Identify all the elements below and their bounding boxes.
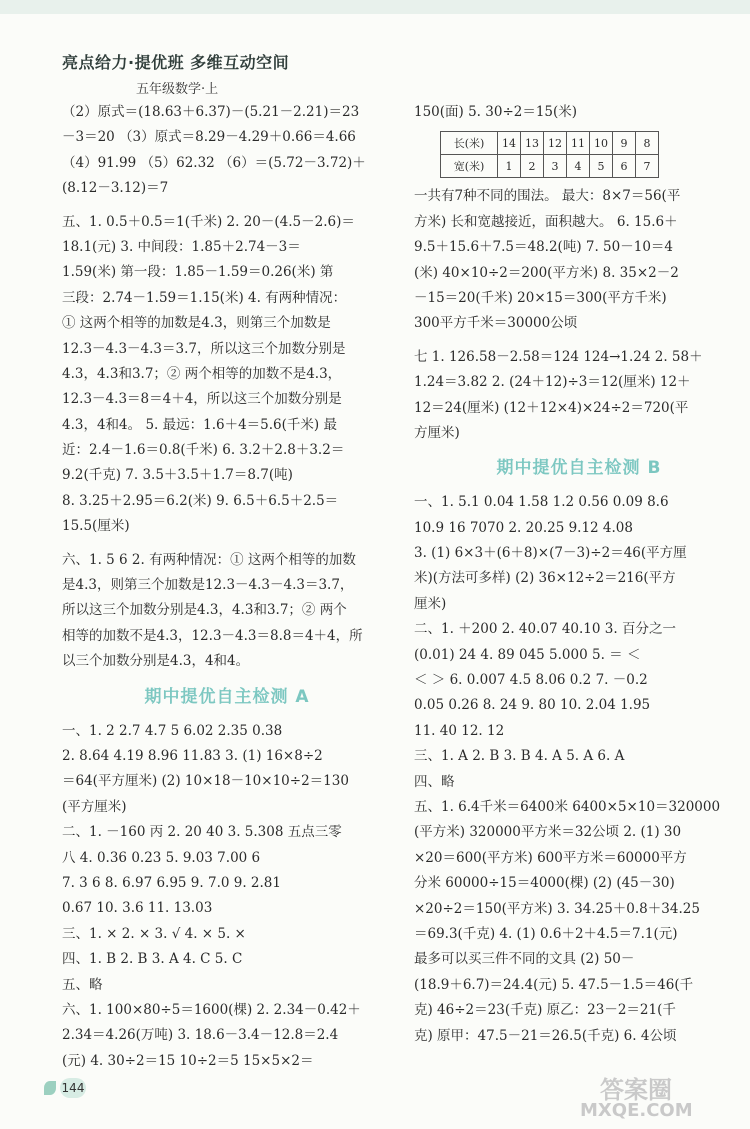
right-column bbox=[414, 100, 744, 1049]
answer-line: （2）原式＝(18.63＋6.37)－(5.21－2.21)＝23 bbox=[62, 104, 360, 120]
answer-line: ×20÷2＝150(平方米) 3. 34.25＋0.8＋34.25 bbox=[414, 900, 700, 917]
table-cell: 12 bbox=[544, 132, 567, 155]
answer-line: 10.9 16 7070 2. 20.25 9.12 4.08 bbox=[414, 519, 633, 536]
answer-line: 15.5(厘米) bbox=[62, 518, 130, 535]
answer-line: 厘米) bbox=[414, 595, 447, 612]
table-cell: 2 bbox=[521, 155, 544, 178]
answer-line: 四、1. B 2. B 3. A 4. C 5. C bbox=[62, 951, 243, 968]
answer-line: 18.1(元) 3. 中间段：1.85＋2.74－3＝ bbox=[62, 238, 301, 255]
answer-line: (0.01) 24 4. 89 045 5.000 5. ＝ ＜ bbox=[414, 646, 641, 663]
answer-line: 近：2.4－1.6＝0.8(千米) 6. 3.2＋2.8＋3.2＝ bbox=[62, 442, 345, 459]
answer-line: ＝69.3(千克) 4. (1) 0.6＋2＋4.5＝7.1(元) bbox=[414, 925, 678, 942]
answer-line: 8. 3.25＋2.95＝6.2(米) 9. 6.5＋6.5＋2.5＝ bbox=[62, 492, 339, 509]
answer-line: 五、1. 6.4千米＝6400米 6400×5×10＝320000 bbox=[414, 798, 721, 815]
test-b-title: 期中提优自主检测 B bbox=[496, 458, 662, 479]
answer-line: (平方厘米) bbox=[62, 798, 127, 815]
test-a-answers bbox=[62, 719, 392, 1074]
answer-line: 二、1. －160 丙 2. 20 40 3. 5.308 五点三零 bbox=[62, 824, 342, 841]
leaf-icon bbox=[44, 1081, 56, 1095]
answer-line: 八 4. 0.36 0.23 5. 9.03 7.00 6 bbox=[62, 849, 261, 866]
section-six bbox=[62, 548, 392, 675]
test-a-title: 期中提优自主检测 A bbox=[144, 686, 310, 707]
table-cell: 5 bbox=[590, 155, 613, 178]
table-cell: 9 bbox=[613, 132, 636, 155]
answer-line: 是4.3，则第三个加数是12.3－4.3－4.3＝3.7， bbox=[62, 577, 354, 594]
answer-line: 0.05 0.26 8. 24 9. 80 10. 2.04 1.95 bbox=[414, 697, 651, 714]
answer-line: 分米 60000÷15＝4000(棵) (2) (45－30) bbox=[414, 875, 675, 892]
answer-line: (平方米) 320000平方米＝32公顷 2. (1) 30 bbox=[414, 824, 682, 841]
page-number: 144 bbox=[60, 1078, 86, 1098]
answer-line: 1.24＝3.82 2. (24＋12)÷3＝12(厘米) 12＋ bbox=[414, 374, 691, 391]
answer-line: 六、1. 100×80÷5＝1600(棵) 2. 2.34－0.42＋ bbox=[62, 1001, 361, 1018]
answer-line: 以三个加数分别是4.3，4和4。 bbox=[62, 653, 250, 670]
left-column bbox=[62, 100, 392, 1074]
table-row bbox=[441, 155, 659, 178]
answer-line: 4.3，4和4。 5. 最远：1.6＋4＝5.6(千米) 最 bbox=[62, 416, 337, 433]
answer-line: 所以这三个加数分别是4.3，4.3和3.7；② 两个 bbox=[62, 602, 347, 619]
top-band bbox=[0, 0, 750, 14]
answer-line: 1.59(米) 第一段：1.85－1.59＝0.26(米) 第 bbox=[62, 264, 334, 281]
table-cell: 10 bbox=[590, 132, 613, 155]
answer-line: (18.9＋6.7)＝24.4(元) 5. 47.5－1.5＝46(千 bbox=[414, 976, 694, 993]
left-top-answers bbox=[62, 100, 392, 202]
dimensions-table bbox=[440, 131, 659, 178]
table-row-label: 长(米) bbox=[441, 132, 498, 155]
table-row bbox=[441, 132, 659, 155]
answer-line: 4.3，4.3和3.7；② 两个相等的加数不是4.3， bbox=[62, 365, 342, 382]
answer-line: 五、1. 0.5＋0.5＝1(千米) 2. 20－(4.5－2.6)＝ bbox=[62, 213, 355, 230]
answer-line: 3. (1) 6×3＋(6＋8)×(7－3)÷2＝46(平方厘 bbox=[414, 545, 687, 562]
answer-line: 四、略 bbox=[414, 773, 455, 790]
table-cell: 3 bbox=[544, 155, 567, 178]
answer-line: 300平方千米＝30000公顷 bbox=[414, 315, 578, 332]
answer-line: 三、1. A 2. B 3. B 4. A 5. A 6. A bbox=[414, 748, 625, 765]
answer-line: 11. 40 12. 12 bbox=[414, 722, 505, 739]
table-cell: 8 bbox=[636, 132, 659, 155]
table-cell: 7 bbox=[636, 155, 659, 178]
answer-line: 方米) 长和宽越接近，面积越大。 6. 15.6＋ bbox=[414, 213, 678, 230]
answer-line: 0.67 10. 3.6 11. 13.03 bbox=[62, 900, 213, 917]
answer-line: 12.3－4.3＝8＝4＋4，所以这三个加数分别是 bbox=[62, 391, 342, 408]
answer-line: 12.3－4.3－4.3＝3.7，所以这三个加数分别是 bbox=[62, 340, 346, 357]
answer-line: 方厘米) bbox=[414, 424, 460, 441]
answer-line: 一、1. 2 2.7 4.7 5 6.02 2.35 0.38 bbox=[62, 722, 283, 739]
answer-line: 150(面) 5. 30÷2＝15(米) bbox=[414, 104, 578, 120]
section-five bbox=[62, 210, 392, 540]
answer-line: 7. 3 6 8. 6.97 6.95 9. 7.0 9. 2.81 bbox=[62, 874, 281, 891]
answer-line: （4）91.99 （5）62.32 （6）＝(5.72－3.72)＋ bbox=[62, 154, 366, 171]
watermark-url: MXQE.COM bbox=[580, 1100, 693, 1121]
book-brand: 亮点给力·提优班 多维互动空间 bbox=[62, 53, 290, 72]
answer-line: 2.34＝4.26(万吨) 3. 18.6－3.4－12.8＝2.4 bbox=[62, 1027, 339, 1044]
table-cell: 6 bbox=[613, 155, 636, 178]
answer-line: 9.2(千克) 7. 3.5＋3.5＋1.7＝8.7(吨) bbox=[62, 467, 293, 484]
answer-line: ＜ ＞ 6. 0.007 4.5 8.06 0.2 7. －0.2 bbox=[414, 672, 648, 689]
answer-line: 克) 原甲：47.5－21＝26.5(千克) 6. 4公顷 bbox=[414, 1027, 677, 1044]
answer-line: 一共有7种不同的围法。 最大：8×7＝56(平 bbox=[414, 188, 681, 205]
answer-line: 六、1. 5 6 2. 有两种情况：① 这两个相等的加数 bbox=[62, 551, 356, 568]
test-b-answers bbox=[414, 490, 744, 1049]
table-cell: 1 bbox=[498, 155, 521, 178]
answer-line: 三段：2.74－1.59＝1.15(米) 4. 有两种情况： bbox=[62, 289, 347, 306]
answer-line: 七 1. 126.58－2.58＝124 124→1.24 2. 58＋ bbox=[414, 348, 703, 365]
table-cell: 11 bbox=[567, 132, 590, 155]
table-cell: 14 bbox=[498, 132, 521, 155]
answer-line: 米)(方法可多样) (2) 36×12÷2＝216(平方 bbox=[414, 570, 676, 587]
right-top-answers bbox=[414, 100, 744, 125]
table-cell: 4 bbox=[567, 155, 590, 178]
section-seven bbox=[414, 345, 744, 447]
answer-line: 最多可以买三件不同的文具 (2) 50－ bbox=[414, 951, 635, 968]
watermark-logo: 答案圈 bbox=[600, 1076, 672, 1104]
answer-line: (米) 40×10÷2＝200(平方米) 8. 35×2－2 bbox=[414, 264, 679, 281]
answer-line: (8.12－3.12)＝7 bbox=[62, 180, 169, 197]
book-subtitle: 五年级数学·上 bbox=[136, 82, 219, 97]
answer-line: ＝64(平方厘米) (2) 10×18－10×10÷2＝130 bbox=[62, 773, 349, 790]
answer-line: 9.5＋15.6＋7.5＝48.2(吨) 7. 50－10＝4 bbox=[414, 239, 673, 256]
answer-line: 2. 8.64 4.19 8.96 11.83 3. (1) 16×8÷2 bbox=[62, 747, 323, 764]
right-table-answers bbox=[414, 184, 744, 336]
answer-line: 克) 46÷2＝23(千克) 原乙：23－2＝21(千 bbox=[414, 1002, 676, 1019]
table-row-label: 宽(米) bbox=[441, 155, 498, 178]
answer-line: (元) 4. 30÷2＝15 10÷2＝5 15×5×2＝ bbox=[62, 1052, 314, 1069]
answer-line: 一、1. 5.1 0.04 1.58 1.2 0.56 0.09 8.6 bbox=[414, 494, 669, 511]
answer-line: 二、1. ＋200 2. 40.07 40.10 3. 百分之一 bbox=[414, 621, 676, 638]
answer-line: 相等的加数不是4.3，12.3－4.3＝8.8＝4＋4，所 bbox=[62, 627, 363, 644]
answer-line: 三、1. × 2. × 3. √ 4. × 5. × bbox=[62, 925, 246, 942]
answer-line: 五、略 bbox=[62, 976, 103, 993]
table-cell: 13 bbox=[521, 132, 544, 155]
answer-line: －3＝20 （3）原式＝8.29－4.29＋0.66＝4.66 bbox=[62, 129, 356, 146]
answer-line: 12＝24(厘米) (12＋12×4)×24÷2＝720(平 bbox=[414, 399, 689, 416]
answer-line: －15＝20(千米) 20×15＝300(平方千米) bbox=[414, 289, 667, 306]
answer-line: ×20＝600(平方米) 600平方米＝60000平方 bbox=[414, 849, 687, 866]
answer-line: ① 这两个相等的加数是4.3，则第三个加数是 bbox=[62, 315, 331, 332]
